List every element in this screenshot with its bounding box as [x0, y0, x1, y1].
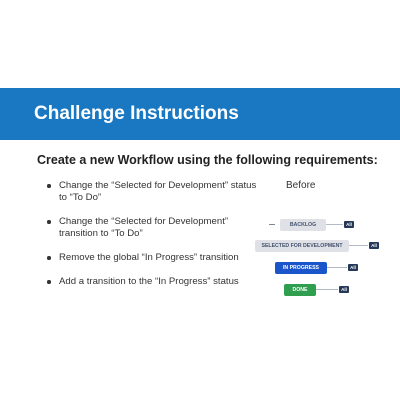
list-item	[44, 180, 264, 204]
requirements-list	[44, 180, 264, 300]
global-transition-line	[326, 224, 343, 225]
bullet-icon	[47, 220, 51, 224]
list-item	[44, 216, 264, 240]
global-transition-line	[327, 267, 347, 268]
all-transition-badge: All	[344, 221, 354, 228]
slide-title: Challenge Instructions	[34, 103, 239, 124]
all-transition-badge: All	[339, 286, 349, 293]
status-selected-for-development: SELECTED FOR DEVELOPMENT	[255, 240, 349, 252]
status-done: DONE	[284, 284, 316, 296]
diagram-label: Before	[286, 180, 316, 191]
global-transition-line	[316, 289, 338, 290]
title-banner	[0, 88, 400, 140]
bullet-icon	[47, 184, 51, 188]
global-transition-line	[349, 245, 368, 246]
requirement-text: Change the “Selected for Development” transition to “To Do”	[59, 216, 229, 239]
requirement-text: Add a transition to the “In Progress” status	[59, 276, 239, 287]
bullet-icon	[47, 256, 51, 260]
requirement-text: Change the “Selected for Development” status to “To Do”	[59, 180, 257, 203]
list-item	[44, 252, 264, 264]
transition-arrow	[269, 224, 275, 225]
status-backlog: BACKLOG	[280, 219, 326, 231]
all-transition-badge: All	[348, 264, 358, 271]
requirement-text: Remove the global “In Progress” transition	[59, 252, 239, 263]
slide-subtitle: Create a new Workflow using the following requirements:	[37, 153, 378, 167]
bullet-icon	[47, 280, 51, 284]
list-item	[44, 276, 264, 288]
status-in-progress: IN PROGRESS	[275, 262, 327, 274]
all-transition-badge: All	[369, 242, 379, 249]
